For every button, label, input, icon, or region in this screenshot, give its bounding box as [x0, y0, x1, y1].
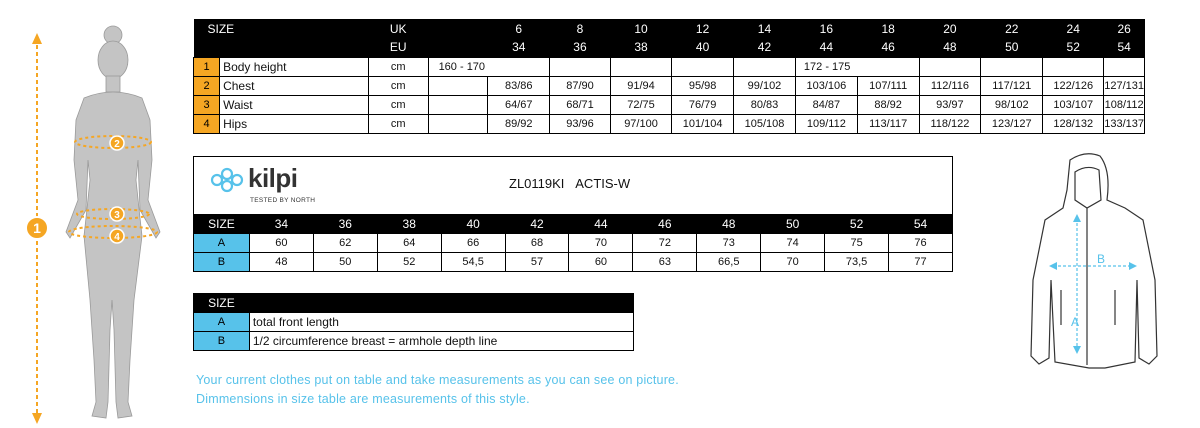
garment-value: 60 — [249, 234, 313, 253]
garment-size: 40 — [441, 215, 505, 234]
chest-value: 107/111 — [857, 76, 919, 95]
marker-4 — [110, 229, 124, 243]
eu-size: 52 — [1043, 38, 1104, 57]
svg-text:1: 1 — [33, 220, 41, 236]
kilpi-logo-icon — [208, 167, 246, 193]
eu-size-row — [194, 38, 1145, 57]
garment-size-table — [193, 214, 953, 272]
size-header: SIZE — [194, 19, 369, 38]
waist-value: 72/75 — [610, 95, 671, 114]
svg-text:4: 4 — [114, 232, 120, 243]
hips-value: 133/137 — [1104, 114, 1145, 133]
chest-value: 87/90 — [550, 76, 611, 95]
garment-value: 62 — [313, 234, 377, 253]
row-number: 1 — [194, 57, 220, 76]
garment-size: 38 — [377, 215, 441, 234]
legend-row-a — [194, 313, 634, 332]
uk-size: 10 — [610, 19, 671, 38]
jacket-drawing — [1015, 150, 1180, 380]
chest-value: 127/131 — [1104, 76, 1145, 95]
body-height-range: 160 - 170 — [428, 57, 550, 76]
row-unit: cm — [368, 114, 428, 133]
product-name: ACTIS-W — [575, 176, 631, 191]
marker-1 — [26, 217, 48, 239]
eu-size: 42 — [734, 38, 796, 57]
jacket-marker-b: B — [1097, 252, 1106, 266]
chest-value: 112/116 — [919, 76, 981, 95]
eu-size: 44 — [795, 38, 857, 57]
product-title — [509, 176, 630, 191]
uk-size: 22 — [981, 19, 1043, 38]
measurement-legend-table — [193, 293, 634, 351]
product-header — [193, 156, 953, 214]
garment-size: 44 — [569, 215, 633, 234]
legend-header-row — [194, 294, 634, 313]
waist-value: 64/67 — [488, 95, 550, 114]
eu-size: 50 — [981, 38, 1043, 57]
uk-size: 20 — [919, 19, 981, 38]
uk-size: 8 — [550, 19, 611, 38]
chest-value: 95/98 — [672, 76, 734, 95]
hips-value: 101/104 — [672, 114, 734, 133]
garment-value: 70 — [761, 253, 825, 272]
garment-value: 74 — [761, 234, 825, 253]
eu-size: 46 — [857, 38, 919, 57]
uk-size: 14 — [734, 19, 796, 38]
body-size-table — [193, 19, 1145, 134]
garment-value: 66 — [441, 234, 505, 253]
eu-size: 34 — [488, 38, 550, 57]
row-unit: cm — [368, 95, 428, 114]
uk-size-row — [194, 19, 1145, 38]
eu-size: 48 — [919, 38, 981, 57]
chest-value: 122/126 — [1043, 76, 1104, 95]
instruction-note: Dimmensions in size table are measurements of this style. — [196, 392, 530, 406]
legend-description: 1/2 circumference breast = armhole depth line — [249, 332, 633, 351]
body-height-range: 172 - 175 — [795, 57, 919, 76]
garment-row-a — [194, 234, 953, 253]
marker-2 — [110, 136, 124, 150]
eu-size: 38 — [610, 38, 671, 57]
row-label: A — [194, 313, 250, 332]
hips-value: 105/108 — [734, 114, 796, 133]
hips-value: 113/117 — [857, 114, 919, 133]
waist-value: 103/107 — [1043, 95, 1104, 114]
chest-value: 91/94 — [610, 76, 671, 95]
hips-value: 118/122 — [919, 114, 981, 133]
waist-value: 68/71 — [550, 95, 611, 114]
garment-value: 76 — [889, 234, 953, 253]
garment-size: 50 — [761, 215, 825, 234]
hips-value: 97/100 — [610, 114, 671, 133]
jacket-marker-a: A — [1071, 315, 1080, 329]
garment-size: 52 — [825, 215, 889, 234]
marker-3 — [110, 207, 124, 221]
brand-logo-text: kilpi — [248, 163, 298, 193]
row-number: 4 — [194, 114, 220, 133]
garment-value: 63 — [633, 253, 697, 272]
hips-value: 93/96 — [550, 114, 611, 133]
row-number: 3 — [194, 95, 220, 114]
garment-value: 75 — [825, 234, 889, 253]
garment-value: 52 — [377, 253, 441, 272]
waist-value: 98/102 — [981, 95, 1043, 114]
garment-value: 60 — [569, 253, 633, 272]
chest-row — [194, 76, 1145, 95]
size-header: SIZE — [194, 215, 250, 234]
garment-value: 77 — [889, 253, 953, 272]
hips-value: 123/127 — [981, 114, 1043, 133]
eu-size: 36 — [550, 38, 611, 57]
garment-size: 34 — [249, 215, 313, 234]
uk-size: 26 — [1104, 19, 1145, 38]
waist-value: 88/92 — [857, 95, 919, 114]
waist-value: 76/79 — [672, 95, 734, 114]
row-name: Hips — [220, 114, 369, 133]
row-label: B — [194, 332, 250, 351]
chest-value: 83/86 — [488, 76, 550, 95]
garment-size-header-row — [194, 215, 953, 234]
garment-value: 48 — [249, 253, 313, 272]
legend-row-b — [194, 332, 634, 351]
chest-value: 117/121 — [981, 76, 1043, 95]
garment-row-b — [194, 253, 953, 272]
garment-value: 68 — [505, 234, 569, 253]
garment-size: 36 — [313, 215, 377, 234]
eu-size: 40 — [672, 38, 734, 57]
uk-size: 6 — [488, 19, 550, 38]
waist-value: 93/97 — [919, 95, 981, 114]
garment-value: 73,5 — [825, 253, 889, 272]
row-name: Body height — [220, 57, 369, 76]
garment-size: 54 — [889, 215, 953, 234]
hips-value: 109/112 — [795, 114, 857, 133]
hips-value: 128/132 — [1043, 114, 1104, 133]
waist-value: 84/87 — [795, 95, 857, 114]
svg-text:2: 2 — [114, 139, 120, 150]
body-measurement-figure — [0, 0, 190, 428]
row-unit: cm — [368, 57, 428, 76]
chest-value: 103/106 — [795, 76, 857, 95]
garment-value: 54,5 — [441, 253, 505, 272]
chest-value: 99/102 — [734, 76, 796, 95]
hips-value: 89/92 — [488, 114, 550, 133]
uk-label: UK — [368, 19, 428, 38]
body-height-row — [194, 57, 1145, 76]
garment-value: 57 — [505, 253, 569, 272]
garment-value: 72 — [633, 234, 697, 253]
row-unit: cm — [368, 76, 428, 95]
garment-value: 66,5 — [697, 253, 761, 272]
uk-size: 12 — [672, 19, 734, 38]
garment-value: 73 — [697, 234, 761, 253]
eu-size: 54 — [1104, 38, 1145, 57]
instruction-note: Your current clothes put on table and take measurements as you can see on picture. — [196, 373, 679, 387]
legend-description: total front length — [249, 313, 633, 332]
garment-value: 70 — [569, 234, 633, 253]
product-code: ZL0119KI — [509, 176, 565, 191]
row-label: A — [194, 234, 250, 253]
hips-row — [194, 114, 1145, 133]
garment-size: 46 — [633, 215, 697, 234]
row-name: Chest — [220, 76, 369, 95]
waist-value: 108/112 — [1104, 95, 1145, 114]
garment-size: 48 — [697, 215, 761, 234]
waist-value: 80/83 — [734, 95, 796, 114]
waist-row — [194, 95, 1145, 114]
garment-size: 42 — [505, 215, 569, 234]
row-number: 2 — [194, 76, 220, 95]
row-name: Waist — [220, 95, 369, 114]
eu-label: EU — [368, 38, 428, 57]
size-header: SIZE — [194, 294, 250, 313]
svg-text:3: 3 — [114, 210, 120, 221]
uk-size: 18 — [857, 19, 919, 38]
row-label: B — [194, 253, 250, 272]
garment-value: 64 — [377, 234, 441, 253]
uk-size: 24 — [1043, 19, 1104, 38]
uk-size: 16 — [795, 19, 857, 38]
brand-tagline: TESTED BY NORTH — [250, 197, 316, 204]
garment-value: 50 — [313, 253, 377, 272]
